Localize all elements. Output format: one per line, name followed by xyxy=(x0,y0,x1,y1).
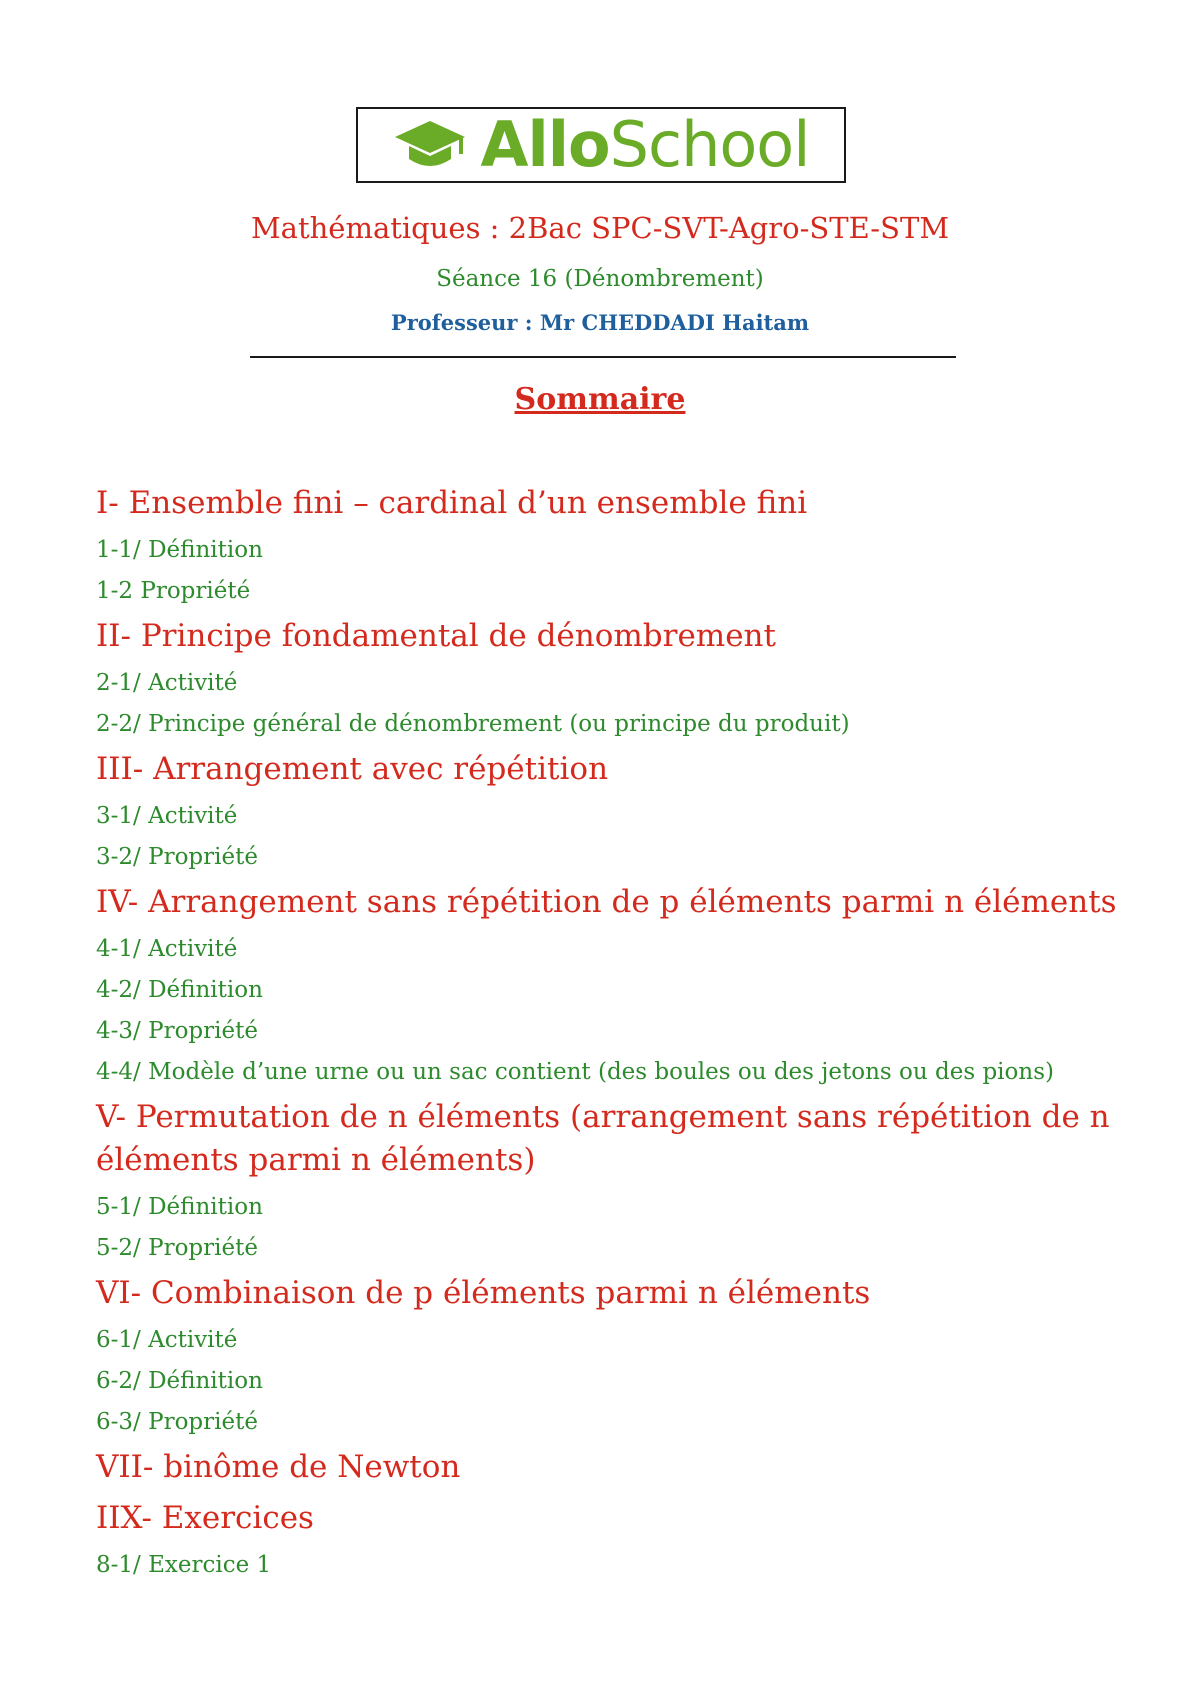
toc-subsection-item: 1-1/ Définition xyxy=(96,537,263,563)
toc-subsection-item: 4-4/ Modèle d’une urne ou un sac contient (des boules ou des jetons ou des pions) xyxy=(96,1059,1054,1085)
toc-section-title: II- Principe fondamental de dénombrement xyxy=(96,618,776,654)
toc-subsection-item: 3-2/ Propriété xyxy=(96,844,258,870)
sommaire-heading: Sommaire xyxy=(514,382,686,417)
toc-subsection-item: 4-3/ Propriété xyxy=(96,1018,258,1044)
toc-subsection-item: 4-2/ Définition xyxy=(96,977,263,1003)
toc-section-title: IIX- Exercices xyxy=(96,1500,314,1536)
seance-title: Séance 16 (Dénombrement) xyxy=(436,266,764,292)
toc-subsection-item: 8-1/ Exercice 1 xyxy=(96,1552,272,1578)
subject-title: Mathématiques : 2Bac SPC-SVT-Agro-STE-STM xyxy=(250,211,950,245)
toc-subsection-item: 2-2/ Principe général de dénombrement (ou principe du produit) xyxy=(96,711,850,737)
logo-wordmark: AlloSchool xyxy=(480,108,810,181)
toc-section-title: VI- Combinaison de p éléments parmi n éléments xyxy=(96,1275,871,1311)
toc-subsection-item: 6-1/ Activité xyxy=(96,1327,238,1353)
toc-section-title: IV- Arrangement sans répétition de p éléments parmi n éléments xyxy=(96,884,1117,920)
toc-subsection-item: 5-1/ Définition xyxy=(96,1194,263,1220)
toc-section-title: V- Permutation de n éléments (arrangement sans répétition de n éléments parmi n éléments) xyxy=(96,1099,1110,1178)
toc-subsection-item: 2-1/ Activité xyxy=(96,670,238,696)
toc-subsection-item: 1-2 Propriété xyxy=(96,578,251,604)
toc-subsection-item: 6-2/ Définition xyxy=(96,1368,263,1394)
toc-subsection-item: 5-2/ Propriété xyxy=(96,1235,258,1261)
professor-name: Professeur : Mr CHEDDADI Haitam xyxy=(390,310,810,335)
alloschool-logo xyxy=(356,107,846,183)
toc-section-title: I- Ensemble fini – cardinal d’un ensemble fini xyxy=(96,485,808,521)
toc-section-title: III- Arrangement avec répétition xyxy=(96,751,609,787)
toc-subsection-item: 6-3/ Propriété xyxy=(96,1409,258,1435)
header-divider xyxy=(250,356,956,358)
toc-subsection-item: 3-1/ Activité xyxy=(96,803,238,829)
graduation-cap-icon xyxy=(393,117,467,173)
table-of-contents xyxy=(96,482,1166,1589)
toc-section-title: VII- binôme de Newton xyxy=(96,1449,461,1485)
toc-subsection-item: 4-1/ Activité xyxy=(96,936,238,962)
